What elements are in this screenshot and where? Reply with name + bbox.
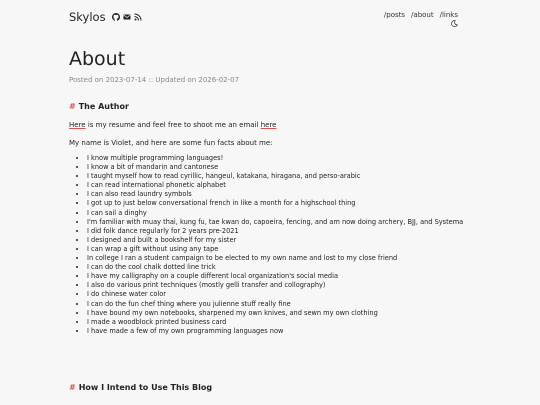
list-item: • I have bound my own notebooks, sharpened my own knives, and sewn my own clothing (87, 309, 477, 318)
list-item: • I designed and built a bookshelf for my sister (87, 236, 477, 245)
list-item: • I made a woodblock printed business card (87, 318, 477, 327)
fun-facts-list (78, 154, 477, 336)
list-item: • I know multiple programming languages! (87, 154, 477, 163)
post-meta: Posted on 2023-07-14 :: Updated on 2026-02-07 (69, 76, 240, 84)
list-item: • I got up to just below conversational french in like a month for a highschool thing (87, 199, 477, 208)
email-link[interactable]: here (260, 121, 277, 129)
resume-link[interactable]: Here (69, 121, 86, 129)
site-nav (384, 11, 458, 19)
list-item: • I can wrap a gift without using any tape (87, 245, 477, 254)
list-item: • In college I ran a student campaign to be elected to my own name and lost to my close friend (87, 254, 477, 263)
resume-text: is my resume and feel free to shoot me an email (85, 121, 261, 129)
site-title[interactable]: Skylos (69, 10, 106, 24)
social-links (112, 13, 142, 21)
nav-links[interactable]: /links (439, 11, 458, 19)
list-item: • I know a bit of mandarin and cantonese (87, 163, 477, 172)
list-item: • I taught myself how to read cyrillic, hangeul, katakana, hiragana, and perso-arabic (87, 172, 477, 181)
list-item: • I can read international phonetic alphabet (87, 181, 477, 190)
nav-about[interactable]: /about (411, 11, 434, 19)
list-item: • I did folk dance regularly for 2 years pre-2021 (87, 227, 477, 236)
email-icon[interactable] (123, 13, 131, 21)
list-item: • I can do the fun chef thing where you julienne stuff really fine (87, 300, 477, 309)
heading-anchor[interactable]: # (69, 102, 76, 111)
nav-posts[interactable]: /posts (383, 11, 406, 19)
list-item: • I have my calligraphy on a couple different local organization's social media (87, 272, 477, 281)
list-item: • I'm familiar with muay thai, kung fu, tae kwan do, capoeira, fencing, and am now doing archery, BJJ, and Systema (87, 218, 477, 227)
rss-icon[interactable] (134, 13, 142, 21)
list-item: • I do chinese water color (87, 290, 477, 299)
list-item: • I can also read laundry symbols (87, 190, 477, 199)
moon-icon[interactable] (451, 12, 458, 31)
heading-text: The Author (78, 102, 129, 111)
page-title: About (69, 48, 126, 70)
list-item: • I can sail a dinghy (87, 209, 477, 218)
resume-paragraph (69, 121, 276, 129)
intro-paragraph: My name is Violet, and here are some fun facts about me: (69, 139, 273, 147)
list-item: • I can do the cool chalk dotted line trick (87, 263, 477, 272)
heading-text: How I Intend to Use This Blog (78, 383, 213, 392)
list-item: • I also do various print techniques (mostly gelli transfer and collography) (87, 281, 477, 290)
heading-anchor[interactable]: # (69, 383, 76, 392)
heading-how-i-intend (69, 383, 212, 392)
github-icon[interactable] (112, 13, 120, 21)
list-item: • I have made a few of my own programming languages now (87, 327, 477, 336)
heading-the-author (69, 102, 129, 111)
